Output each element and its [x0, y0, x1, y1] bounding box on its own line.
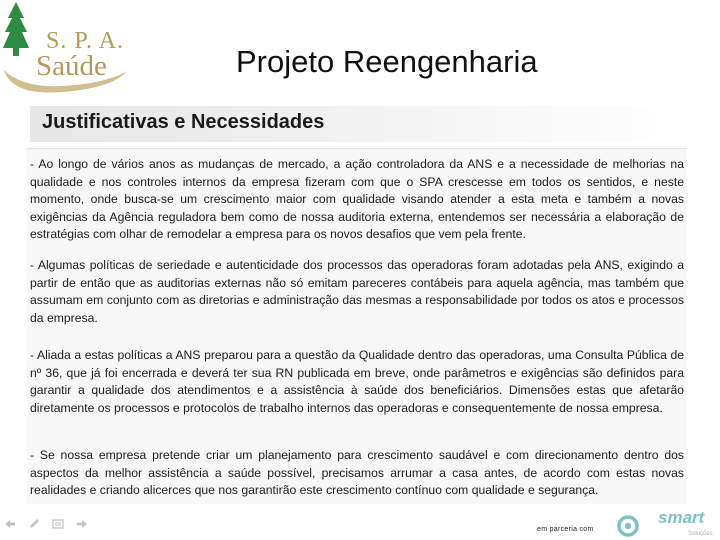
arrow-right-icon[interactable] — [76, 518, 88, 530]
content-panel — [27, 148, 687, 504]
paragraph-3: - Aliada a estas políticas a ANS preparou para a questão da Qualidade dentro das operadoras, uma Consulta Pública de nº 36, que já foi encerrada e deverá ter sua RN publicada em breve, onde parâmetros e exigências são definidos para garantir a qualidade dos atendimentos e a assistência à saúde dos beneficiários. Dimensões estas que afetarão diretamente os processos e protocolos de trabalho internos das operadoras e consequentemente de nossa empresa. — [30, 348, 684, 415]
page-title: Projeto Reengenharia — [236, 44, 538, 79]
logo-saude-text: Saúde — [36, 50, 107, 82]
slide-nav-toolbar — [4, 516, 94, 534]
pencil-icon[interactable] — [28, 518, 40, 530]
section-subtitle: Justificativas e Necessidades — [42, 111, 325, 133]
paragraph-4: - Se nossa empresa pretende criar um planejamento para crescimento saudável e com direcionamento dentro dos aspectos da melhor assistência a saúde possível, precisamos arrumar a casa antes, de acordo com estas novas realidades e criando alicerces que nos garantirão este crescimento contínuo com qualidade e segurança. — [30, 448, 684, 498]
partnership-label: em parceria com — [537, 526, 594, 533]
smart-partner-logo — [616, 507, 720, 540]
spa-saude-logo — [2, 0, 130, 96]
smart-logo-tagline: Soluções — [688, 531, 713, 537]
paragraph-2: - Algumas políticas de seriedade e autenticidade dos processos das operadoras foram adotadas pela ANS, exigindo a partir de então que as auditorias externas não só emitam pareceres contábeis para aquela agência, mas também que assumam em conjunto com as diretorias e administração das mesmas a responsabilidade por todos os atos e processos da empresa. — [30, 258, 684, 325]
smart-logo-text: smart — [658, 508, 705, 527]
paragraph-1: - Ao longo de vários anos as mudanças de mercado, a ação controladora da ANS e a necessidade de melhorias na qualidade e nos controles internos da empresa fizeram com que o SPA crescesse em todos os sentidos, e neste momento, onde busca-se um crescimento maior com qualidade visando atender a esta meta e também a novas exigências da Agência reguladora bem como de nossa auditoria externa, entendemos ser necessária a elaboração de estratégias com olhar de remodelar a empresa para os novos desafios que vem pela frente. — [30, 157, 684, 242]
arrow-left-icon[interactable] — [4, 518, 16, 530]
slides-icon[interactable] — [52, 518, 64, 530]
logo-spa-text: S. P. A. — [46, 28, 125, 54]
